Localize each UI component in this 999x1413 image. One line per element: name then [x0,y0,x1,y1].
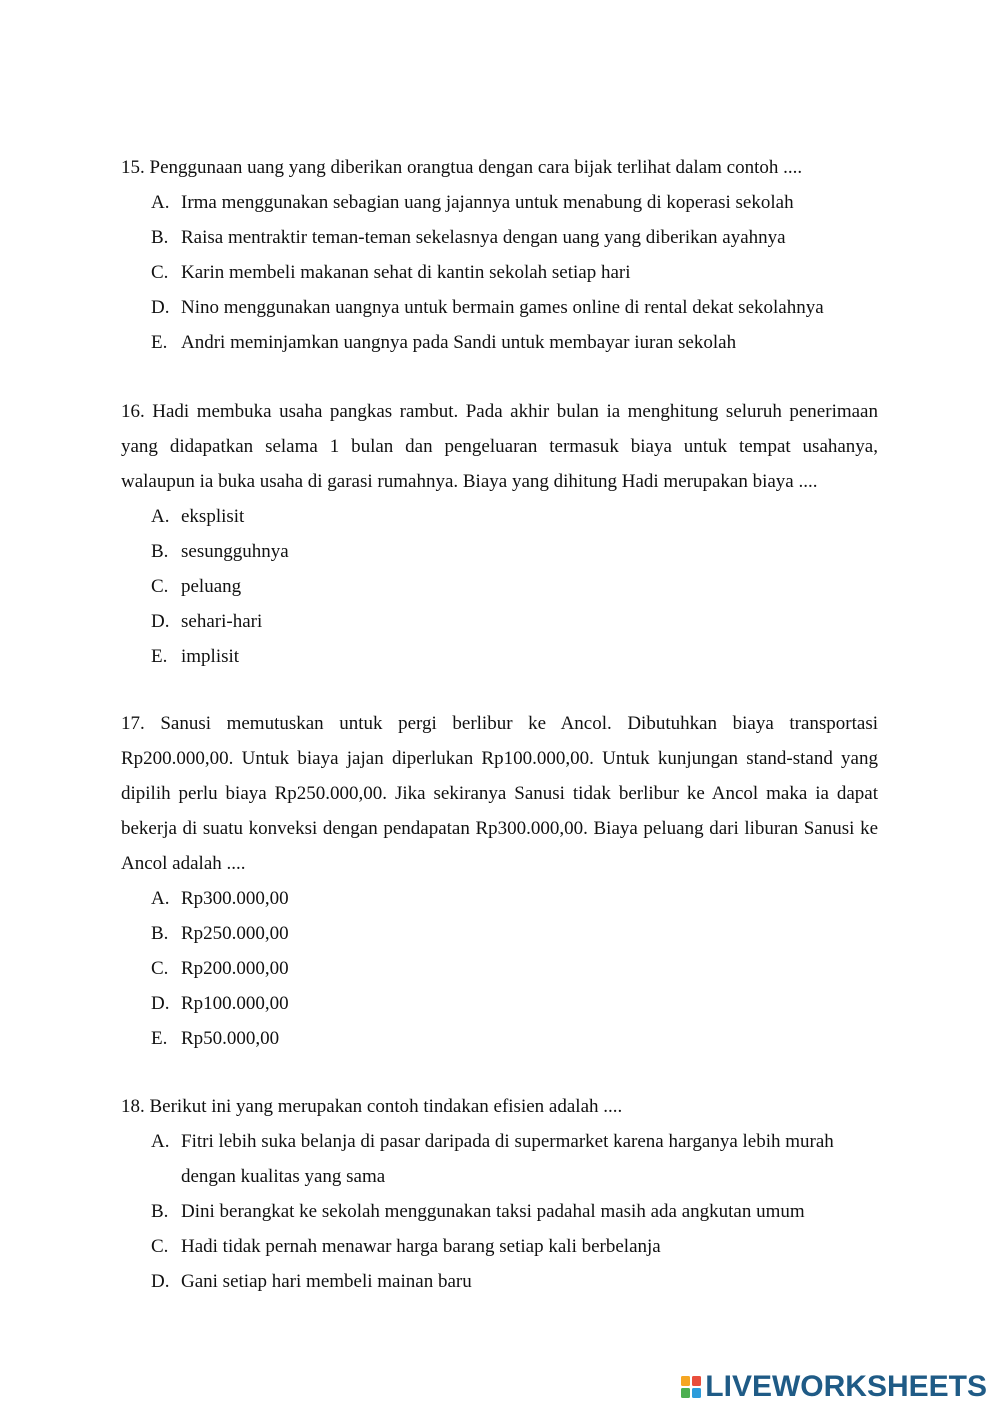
option-letter: C. [151,958,169,979]
question-stem: 17. Sanusi memutuskan untuk pergi berlibur ke Ancol. Dibutuhkan biaya transportasi Rp200.000,00. Untuk biaya jajan diperlukan Rp100.000,00. Untuk kunjungan stand-stand yang dipilih perlu biaya Rp250.000,00. Jika sekiranya Sanusi tidak berlibur ke Ancol maka ia dapat bekerja di suatu konveksi dengan pendapatan Rp300.000,00. Biaya peluang dari liburan Sanusi ke Ancol adalah .... [121,713,878,874]
option-letter: B. [151,1201,169,1222]
option-b[interactable] [121,220,878,255]
option-text: Andri meminjamkan uangnya pada Sandi untuk membayar iuran sekolah [181,332,737,353]
answer-options [121,881,878,1056]
liveworksheets-logo-mark-icon [681,1376,701,1398]
option-letter: C. [151,262,169,283]
option-c[interactable] [121,1229,878,1264]
option-c[interactable] [121,951,878,986]
option-d[interactable] [121,604,878,639]
answer-options [121,185,878,360]
option-a[interactable] [121,881,878,916]
option-text: Karin membeli makanan sehat di kantin sekolah setiap hari [181,262,631,283]
option-e[interactable] [121,639,878,674]
option-letter: A. [151,888,170,909]
option-text: Rp100.000,00 [181,993,289,1014]
option-text: Rp250.000,00 [181,923,289,944]
option-b[interactable] [121,916,878,951]
option-text: Rp300.000,00 [181,888,289,909]
option-letter: B. [151,541,169,562]
question-stem: 18. Berikut ini yang merupakan contoh tindakan efisien adalah .... [121,1096,623,1117]
option-text: Fitri lebih suka belanja di pasar daripada di supermarket karena harganya lebih murah dengan kualitas yang sama [181,1131,834,1187]
option-b[interactable] [121,1194,878,1229]
option-text: Hadi tidak pernah menawar harga barang setiap kali berbelanja [181,1236,661,1257]
option-d[interactable] [121,290,878,325]
option-e[interactable] [121,325,878,360]
option-text: Raisa mentraktir teman-teman sekelasnya dengan uang yang diberikan ayahnya [181,227,786,248]
question-18 [121,1089,878,1299]
question-17 [121,706,878,1056]
option-text: Nino menggunakan uangnya untuk bermain games online di rental dekat sekolahnya [181,297,824,318]
option-letter: A. [151,506,170,527]
option-text: eksplisit [181,506,245,527]
option-a[interactable] [121,499,878,534]
question-16 [121,394,878,674]
option-letter: D. [151,1271,170,1292]
option-a[interactable] [121,185,878,220]
option-letter: D. [151,993,170,1014]
answer-options [121,1124,878,1299]
option-letter: C. [151,1236,169,1257]
option-text: Dini berangkat ke sekolah menggunakan taksi padahal masih ada angkutan umum [181,1201,805,1222]
option-letter: A. [151,1131,170,1152]
question-stem: 15. Penggunaan uang yang diberikan orangtua dengan cara bijak terlihat dalam contoh .... [121,157,803,178]
option-letter: B. [151,227,169,248]
logo-mark-tile [681,1388,690,1398]
option-b[interactable] [121,534,878,569]
question-15 [121,150,878,360]
question-stem: 16. Hadi membuka usaha pangkas rambut. Pada akhir bulan ia menghitung seluruh penerimaan yang didapatkan selama 1 bulan dan pengeluaran termasuk biaya untuk tempat usahanya, walaupun ia buka usaha di garasi rumahnya. Biaya yang dihitung Hadi merupakan biaya .... [121,401,878,492]
logo-mark-tile [692,1388,701,1398]
option-letter: D. [151,611,170,632]
option-text: Rp200.000,00 [181,958,289,979]
option-c[interactable] [121,569,878,604]
option-letter: E. [151,646,168,667]
option-letter: D. [151,297,170,318]
option-text: implisit [181,646,240,667]
option-text: Rp50.000,00 [181,1028,280,1049]
option-text: peluang [181,576,242,597]
liveworksheets-logo[interactable] [681,1369,987,1405]
option-c[interactable] [121,255,878,290]
logo-mark-tile [692,1376,701,1386]
logo-mark-tile [681,1376,690,1386]
option-a[interactable] [121,1124,878,1194]
option-text: sehari-hari [181,611,263,632]
option-letter: E. [151,332,168,353]
option-letter: E. [151,1028,168,1049]
option-letter: A. [151,192,170,213]
option-letter: B. [151,923,169,944]
option-letter: C. [151,576,169,597]
option-text: Gani setiap hari membeli mainan baru [181,1271,472,1292]
liveworksheets-logo-text: LIVEWORKSHEETS [705,1370,987,1403]
option-d[interactable] [121,986,878,1021]
option-text: Irma menggunakan sebagian uang jajannya untuk menabung di koperasi sekolah [181,192,794,213]
option-e[interactable] [121,1021,878,1056]
answer-options [121,499,878,674]
option-d[interactable] [121,1264,878,1299]
option-text: sesungguhnya [181,541,289,562]
